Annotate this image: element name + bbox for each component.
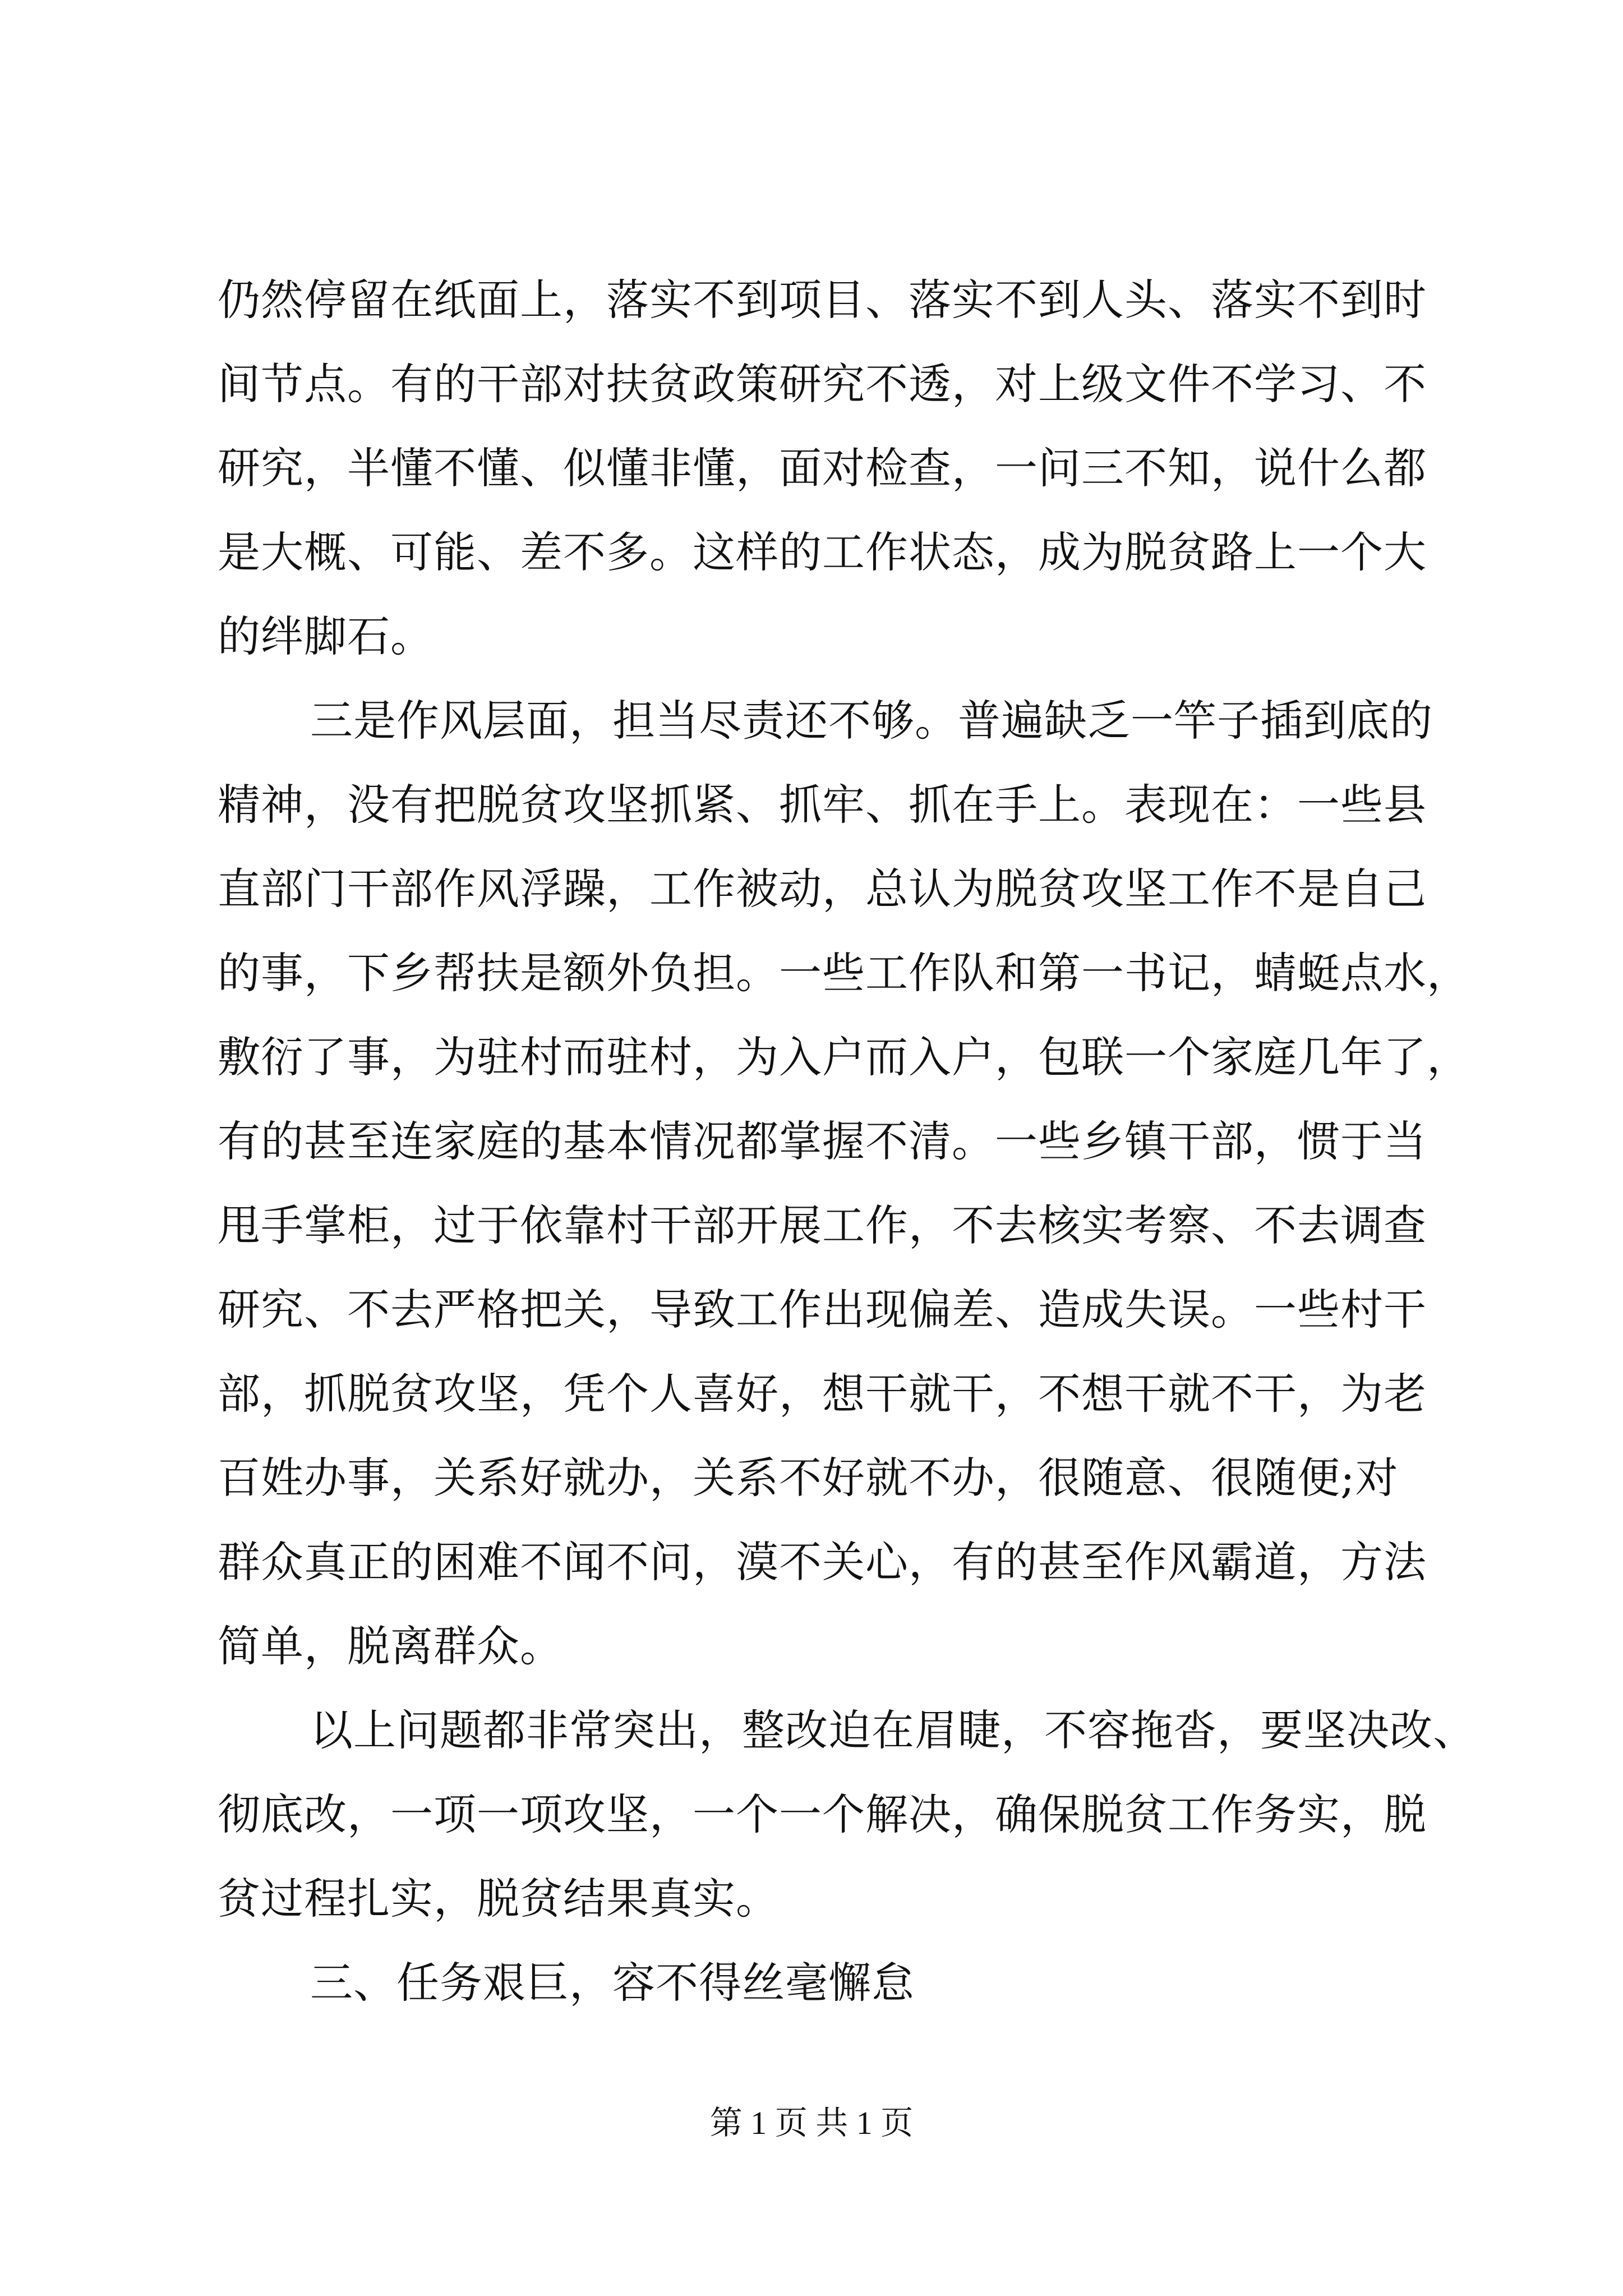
text-line: 有的甚至连家庭的基本情况都掌握不清。一些乡镇干部，惯于当	[218, 1116, 1427, 1166]
heading-text: 三、任务艰巨，容不得丝毫懈怠	[310, 1958, 915, 2008]
text-line: 研究、不去严格把关，导致工作出现偏差、造成失误。一些村干	[218, 1285, 1427, 1335]
text-line: 的事，下乡帮扶是额外负担。一些工作队和第一书记，蜻蜓点水，	[218, 948, 1470, 998]
page-number: 第 1 页 共 1 页	[709, 2105, 914, 2141]
text-line: 是大概、可能、差不多。这样的工作状态，成为脱贫路上一个大	[218, 527, 1427, 577]
section-heading	[218, 1941, 1435, 2025]
text-line: 敷衍了事，为驻村而驻村，为入户而入户，包联一个家庭几年了，	[218, 1032, 1470, 1082]
text-line: 简单，脱离群众。	[218, 1621, 563, 1671]
text-line: 百姓办事，关系好就办，关系不好就不办，很随意、很随便;对	[218, 1453, 1399, 1503]
text-line: 间节点。有的干部对扶贫政策研究不透，对上级文件不学习、不	[218, 359, 1427, 409]
text-line: 甩手掌柜，过于依靠村干部开展工作，不去核实考察、不去调查	[218, 1200, 1427, 1250]
text-line: 彻底改，一项一项攻坚，一个一个解决，确保脱贫工作务实，脱	[218, 1789, 1427, 1839]
text-line: 以上问题都非常突出，整改迫在眉睫，不容拖沓，要坚决改、	[310, 1705, 1476, 1755]
text-line: 三是作风层面，担当尽责还不够。普遍缺乏一竿子插到底的	[310, 696, 1433, 746]
text-line: 直部门干部作风浮躁，工作被动，总认为脱贫攻坚工作不是自己	[218, 864, 1427, 914]
document-body	[218, 258, 1476, 2025]
text-line: 部，抓脱贫攻坚，凭个人喜好，想干就干，不想干就不干，为老	[218, 1369, 1427, 1419]
text-line: 研究，半懂不懂、似懂非懂，面对检查，一问三不知，说什么都	[218, 443, 1427, 493]
paragraph-3	[218, 1688, 1476, 1941]
text-line: 精神，没有把脱贫攻坚抓紧、抓牢、抓在手上。表现在：一些县	[218, 780, 1427, 830]
text-line: 群众真正的困难不闻不问，漠不关心，有的甚至作风霸道，方法	[218, 1537, 1427, 1587]
text-line: 的绊脚石。	[218, 611, 434, 661]
text-line: 贫过程扎实，脱贫结果真实。	[218, 1874, 779, 1924]
text-line: 仍然停留在纸面上，落实不到项目、落实不到人头、落实不到时	[218, 275, 1427, 325]
paragraph-2	[218, 679, 1470, 1688]
paragraph-1	[218, 258, 1435, 679]
page-footer	[0, 2101, 1623, 2146]
